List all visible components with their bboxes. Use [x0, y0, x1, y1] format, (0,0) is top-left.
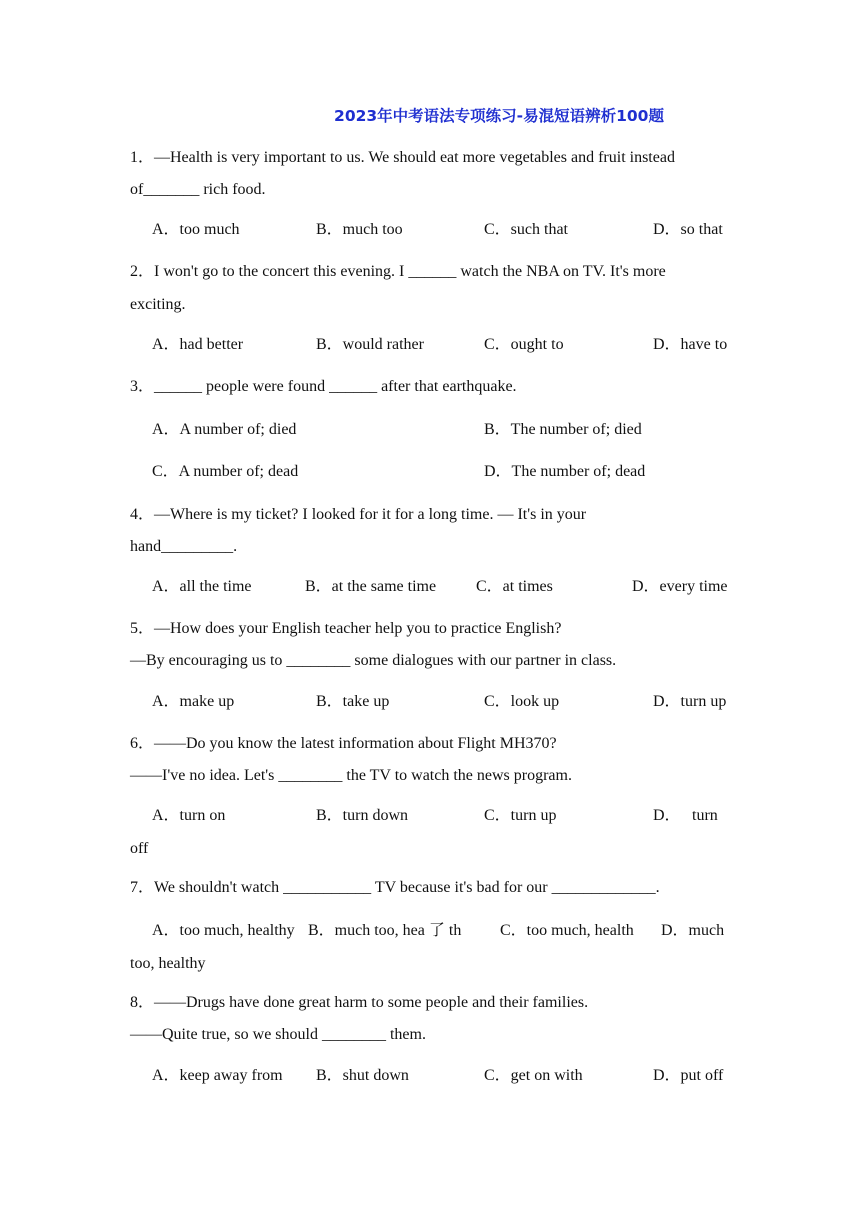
question-8-option-d: D．put off [653, 1067, 724, 1084]
question-5-option-d: D．turn up [653, 693, 727, 710]
question-6-option-c: C．turn up [484, 807, 557, 824]
question-3-line-1: 3．______ people were found ______ after that earthquake. [130, 378, 517, 395]
question-2-option-c: C．ought to [484, 336, 564, 353]
question-6-line-2: ——I've no idea. Let's ________ the TV to watch the news program. [130, 767, 572, 784]
question-3-option-b: B．The number of; died [484, 421, 642, 438]
question-7-option-d: D．much [661, 922, 725, 939]
question-3-option-a: A．A number of; died [152, 421, 297, 438]
question-8-option-b: B．shut down [316, 1067, 409, 1084]
question-8-option-c: C．get on with [484, 1067, 583, 1084]
question-6-option-d: D． [653, 807, 681, 824]
document-title: 2023年中考语法专项练习-易混短语辨析100题 [334, 107, 664, 125]
question-6-line-1: 6．——Do you know the latest information about Flight MH370? [130, 735, 557, 752]
question-6-option-b: B．turn down [316, 807, 409, 824]
question-5-line-1: 5．—How does your English teacher help you to practice English? [130, 620, 562, 637]
question-1-option-c: C．such that [484, 221, 568, 238]
question-4-option-d: D．every time [632, 578, 728, 595]
question-4-option-b: B．at the same time [305, 578, 437, 595]
question-4-option-c: C．at times [476, 578, 553, 595]
question-5-option-a: A．make up [152, 693, 235, 710]
question-2-option-a: A．had better [152, 336, 244, 353]
question-7-option-a: A．too much, healthy [152, 922, 295, 939]
question-2-option-d: D．have to [653, 336, 728, 353]
question-3-option-c: C．A number of; dead [152, 463, 299, 480]
question-8-line-2: ——Quite true, so we should ________ them. [130, 1026, 426, 1043]
question-8-line-1: 8．——Drugs have done great harm to some people and their families. [130, 994, 589, 1011]
question-6-option-d-text: turn [692, 807, 718, 824]
question-5-line-2: —By encouraging us to ________ some dialogues with our partner in class. [130, 652, 617, 669]
question-1-line-2: of_______ rich food. [130, 181, 266, 198]
question-2-option-b: B．would rather [316, 336, 424, 353]
question-1-line-1: 1．—Health is very important to us. We should eat more vegetables and fruit instead [130, 149, 675, 166]
question-1-option-b: B．much too [316, 221, 403, 238]
question-4-option-a: A．all the time [152, 578, 252, 595]
question-6-option-d-continued: off [130, 840, 149, 857]
question-5-option-b: B．take up [316, 693, 390, 710]
question-1-option-a: A．too much [152, 221, 240, 238]
question-4-line-1: 4．—Where is my ticket? I looked for it for a long time. — It's in your [130, 506, 587, 523]
question-6-option-a: A．turn on [152, 807, 226, 824]
question-2-line-1: 2．I won't go to the concert this evening. I ______ watch the NBA on TV. It's more [130, 263, 666, 280]
question-7-option-c: C．too much, health [500, 922, 634, 939]
question-7-line-1: 7．We shouldn't watch ___________ TV because it's bad for our _____________. [130, 879, 660, 896]
question-3-option-d: D．The number of; dead [484, 463, 646, 480]
question-4-line-2: hand_________. [130, 538, 238, 555]
question-5-option-c: C．look up [484, 693, 560, 710]
question-1-option-d: D．so that [653, 221, 723, 238]
question-7-option-d-continued: too, healthy [130, 955, 206, 972]
question-8-option-a: A．keep away from [152, 1067, 283, 1084]
question-7-option-b: B．much too, hea 了 th [308, 922, 462, 939]
question-2-line-2: exciting. [130, 296, 186, 313]
